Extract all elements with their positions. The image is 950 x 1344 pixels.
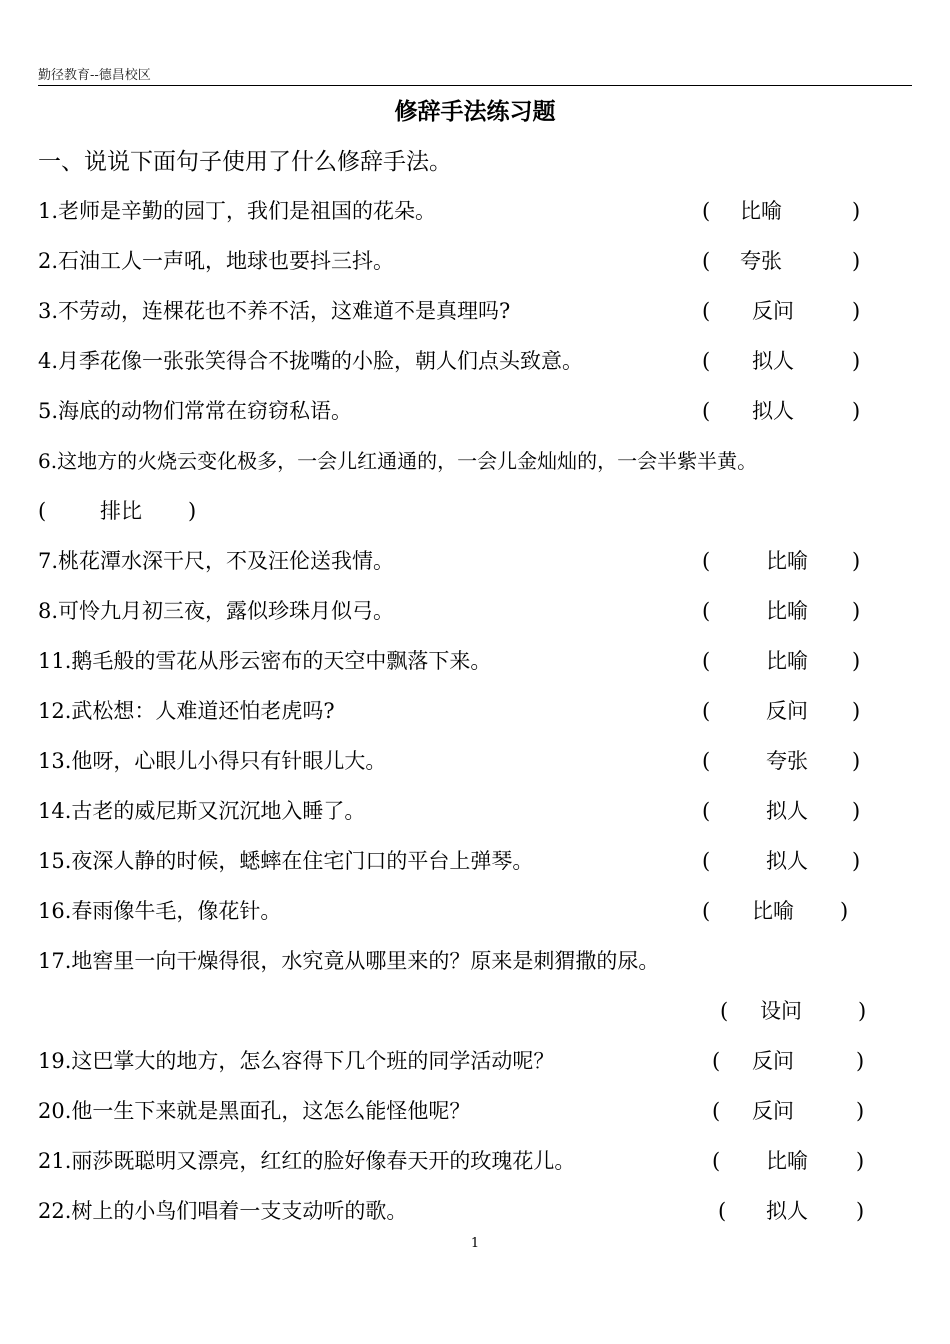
question-text: 19.这巴掌大的地方，怎么容得下几个班的同学活动呢？	[38, 1049, 555, 1073]
answer-text: 反问	[752, 1049, 794, 1073]
answer-paren-close: )	[852, 249, 861, 273]
page-number: 1	[470, 1236, 480, 1251]
answer-text: 比喻	[766, 549, 808, 573]
question-text: 20.他一生下来就是黑面孔，这怎么能怪他呢？	[38, 1099, 471, 1123]
answer-paren-open: (	[702, 299, 711, 323]
answer-paren-open: (	[702, 899, 711, 923]
answer-paren-close: )	[852, 299, 861, 323]
answer-paren-close: )	[852, 199, 861, 223]
answer-paren-close: )	[852, 599, 861, 623]
page-header: 勤径教育--德昌校区	[38, 68, 151, 83]
question-text: 7.桃花潭水深干尺，不及汪伦送我情。	[38, 549, 395, 573]
answer-paren-close: )	[852, 799, 861, 823]
answer-paren-open: (	[702, 599, 711, 623]
section-heading: 一、说说下面句子使用了什么修辞手法。	[38, 149, 452, 175]
answer-text: 设问	[760, 999, 802, 1023]
answer-text: 夸张	[766, 749, 808, 773]
header-divider	[38, 85, 912, 86]
answer-paren-open: (	[702, 199, 711, 223]
question-text: 4.月季花像一张张笑得合不拢嘴的小脸，朝人们点头致意。	[38, 349, 584, 373]
answer-text: 反问	[752, 1099, 794, 1123]
page-title: 修辞手法练习题	[394, 98, 556, 125]
answer-text: 拟人	[752, 349, 794, 373]
answer-text: 比喻	[766, 599, 808, 623]
question-text: 17.地窖里一向干燥得很，水究竟从哪里来的？原来是刺猬撒的尿。	[38, 949, 660, 973]
answer-paren-open: (	[712, 1149, 721, 1173]
answer-text: 拟人	[752, 399, 794, 423]
question-text: 2.石油工人一声吼，地球也要抖三抖。	[38, 249, 395, 273]
answer-paren-open: (	[712, 1099, 721, 1123]
answer-text: 比喻	[752, 899, 794, 923]
answer-paren-close: )	[852, 649, 861, 673]
answer-paren-close: )	[852, 849, 861, 873]
answer-paren-open: (	[702, 349, 711, 373]
answer-paren-open: (	[702, 799, 711, 823]
answer-paren-open: (	[702, 249, 711, 273]
answer-text: 反问	[752, 299, 794, 323]
question-text: 3.不劳动，连棵花也不养不活，这难道不是真理吗?	[38, 299, 511, 323]
answer-text: 反问	[766, 699, 808, 723]
answer-text: 夸张	[740, 249, 782, 273]
answer-paren-close: )	[852, 349, 861, 373]
answer-paren-close: )	[856, 1149, 865, 1173]
question-text: 5.海底的动物们常常在窃窃私语。	[38, 399, 353, 423]
answer-paren-close: )	[856, 1099, 865, 1123]
question-text: 16.春雨像牛毛，像花针。	[38, 899, 282, 923]
answer-paren-close: )	[856, 1199, 865, 1223]
answer-text: 拟人	[766, 849, 808, 873]
answer-text: 比喻	[766, 649, 808, 673]
answer-text: 比喻	[740, 199, 782, 223]
answer-paren-close: )	[856, 1049, 865, 1073]
answer-paren-close: )	[188, 499, 197, 523]
answer-paren-open: (	[720, 999, 729, 1023]
answer-text: 拟人	[766, 799, 808, 823]
question-text: 14.古老的威尼斯又沉沉地入睡了。	[38, 799, 366, 823]
answer-paren-open: (	[702, 699, 711, 723]
answer-paren-open: (	[702, 649, 711, 673]
answer-paren-close: )	[852, 549, 861, 573]
question-text: 11.鹅毛般的雪花从彤云密布的天空中飘落下来。	[38, 649, 492, 673]
answer-text: 拟人	[766, 1199, 808, 1223]
answer-paren-close: )	[852, 399, 861, 423]
answer-paren-close: )	[840, 899, 849, 923]
answer-paren-open: (	[712, 1049, 721, 1073]
answer-text: 比喻	[766, 1149, 808, 1173]
question-text: 22.树上的小鸟们唱着一支支动听的歌。	[38, 1199, 408, 1223]
question-text: 6.这地方的火烧云变化极多，一会儿红通通的，一会儿金灿灿的，一会半紫半黄。	[38, 449, 758, 473]
answer-text: 排比	[100, 499, 142, 523]
question-text: 1.老师是辛勤的园丁，我们是祖国的花朵。	[38, 199, 437, 223]
answer-paren-close: )	[852, 699, 861, 723]
answer-paren-open: (	[38, 499, 47, 523]
question-text: 21.丽莎既聪明又漂亮，红红的脸好像春天开的玫瑰花儿。	[38, 1149, 576, 1173]
question-text: 8.可怜九月初三夜，露似珍珠月似弓。	[38, 599, 395, 623]
answer-paren-open: (	[702, 749, 711, 773]
answer-paren-open: (	[718, 1199, 727, 1223]
answer-paren-open: (	[702, 849, 711, 873]
answer-paren-close: )	[858, 999, 867, 1023]
answer-paren-open: (	[702, 399, 711, 423]
question-text: 15.夜深人静的时候，蟋蟀在住宅门口的平台上弹琴。	[38, 849, 534, 873]
question-text: 12.武松想：人难道还怕老虎吗?	[38, 699, 335, 723]
answer-paren-open: (	[702, 549, 711, 573]
answer-paren-close: )	[852, 749, 861, 773]
question-text: 13.他呀，心眼儿小得只有针眼儿大。	[38, 749, 387, 773]
